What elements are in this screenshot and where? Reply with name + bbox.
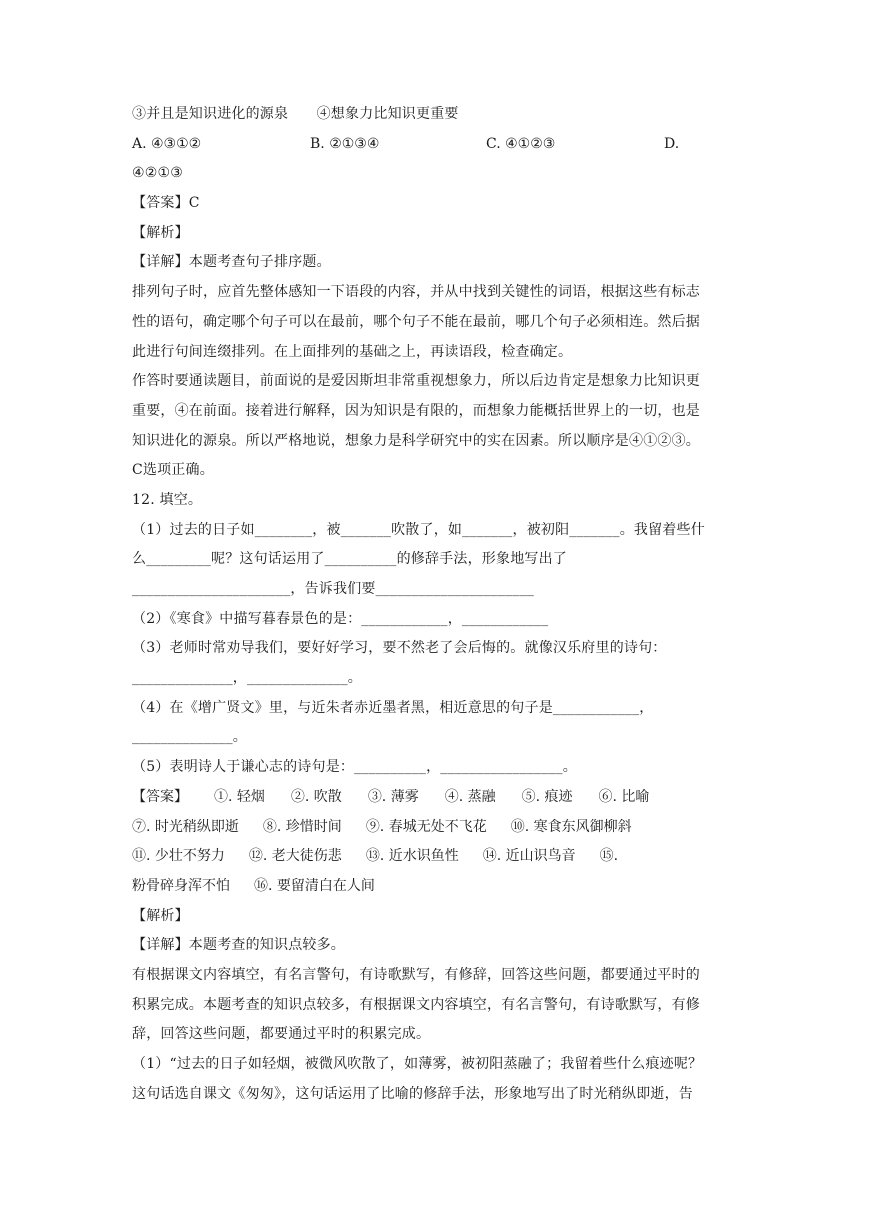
answer-row (132, 842, 742, 872)
answer-item: ⑧. 珍惜时间 (262, 818, 342, 835)
answer-label: 【答案】 (132, 788, 188, 805)
answer-item: ⑩. 寒食东风御柳斜 (510, 818, 632, 835)
answer-item: ②. 吹散 (290, 788, 342, 805)
choice-d-value: ④②①③ (132, 165, 184, 182)
detail-line: 重要，④在前面。接着进行解释，因为知识是有限的，而想象力能概括世界上的一切，也是 (132, 402, 700, 419)
answer-item: ⑨. 春城无处不飞花 (365, 818, 487, 835)
answer-item: 粉骨碎身浑不怕 (132, 877, 230, 894)
q12-answers (132, 783, 742, 902)
detail-line: 这句话选自课文《匆匆》，这句话运用了比喻的修辞手法，形象地写出了时光稍纵即逝，告 (132, 1085, 693, 1102)
q12-questions (132, 516, 742, 783)
answer-item: ⑤. 痕迹 (521, 788, 573, 805)
question-line: ______________。 (132, 729, 247, 746)
detail-line: 有根据课文内容填空，有名言警句，有诗歌默写，有修辞，回答这些问题，都要通过平时的 (132, 966, 700, 983)
question-line: 么_________呢？这句话运用了__________的修辞手法，形象地写出了 (132, 551, 567, 568)
choice-d: D. (664, 135, 680, 152)
answer-item: ⑫. 老大徒伤悲 (248, 848, 342, 865)
detail-line: 排列句子时，应首先整体感知一下语段的内容，并从中找到关键性的词语，根据这些有标志 (132, 284, 700, 301)
answer-item: ⑥. 比喻 (598, 788, 650, 805)
answer-row (132, 872, 742, 902)
choice-a: A. ④③①② (132, 135, 202, 152)
detail-line: 辞，回答这些问题，都要通过平时的积累完成。 (132, 1026, 431, 1043)
answer-item: ⑬. 近水识鱼性 (365, 848, 459, 865)
answer-item: ④. 蒸融 (444, 788, 496, 805)
question-line: （3）老师时常劝导我们，要好好学习，要不然老了会后悔的。就像汉乐府里的诗句： (132, 640, 667, 657)
q11-choices (132, 130, 742, 160)
detail-line: C选项正确。 (132, 462, 214, 479)
answer-item: ⑦. 时光稍纵即逝 (132, 818, 239, 835)
detail-line: 作答时要通读题目，前面说的是爱因斯坦非常重视想象力，所以后边肯定是想象力比知识更 (132, 373, 700, 390)
answer-item: ⑭. 近山识鸟音 (482, 848, 576, 865)
q11-analysis-label: 【解析】 (132, 224, 189, 241)
answer-item: ③. 薄雾 (367, 788, 419, 805)
answer-row (132, 783, 742, 813)
question-line: （2）《寒食》中描写暮春景色的是：____________，____________ (132, 610, 549, 627)
question-line: （1）过去的日子如________，被_______吹散了，如_______，被初阳_______。我留着些什 (132, 521, 705, 538)
q12-title: 12. 填空。 (132, 491, 203, 508)
detail-line: 此进行句间连缀排列。在上面排列的基础之上，再读语段，检查确定。 (132, 343, 573, 360)
question-line: （5）表明诗人于谦心志的诗句是：__________，_________________。 (132, 759, 577, 776)
answer-item: ⑮. (599, 848, 619, 865)
detail-line: 知识进化的源泉。所以严格地说，想象力是科学研究中的实在因素。所以顺序是④①②③。 (132, 432, 700, 449)
document-page (132, 100, 742, 1109)
detail-line: 性的语句，确定哪个句子可以在最前，哪个句子不能在最前，哪几个句子必须相连。然后据 (132, 313, 700, 330)
detail-line: （1）“过去的日子如轻烟，被微风吹散了，如薄雾，被初阳蒸融了；我留着些什么痕迹呢？ (132, 1056, 703, 1072)
question-line: （4）在《增广贤文》里，与近朱者赤近墨者黑，相近意思的句子是____________， (132, 699, 654, 716)
answer-row (132, 813, 742, 843)
answer-item: ⑪. 少壮不努力 (132, 848, 225, 865)
q11-detail (132, 248, 742, 486)
q11-answer: 【答案】C (132, 195, 200, 212)
q12-analysis-label: 【解析】 (132, 907, 189, 924)
answer-item: ①. 轻烟 (214, 788, 265, 805)
question-line: ______________，______________。 (132, 670, 362, 687)
choice-c: C. ④①②③ (486, 135, 556, 152)
detail-line: 【详解】本题考查的知识点较多。 (132, 937, 345, 954)
question-line: ______________________，告诉我们要______________________ (132, 581, 534, 597)
detail-line: 积累完成。本题考查的知识点较多，有根据课文内容填空，有名言警句，有诗歌默写，有修 (132, 996, 700, 1013)
detail-line: 【详解】本题考查句子排序题。 (132, 254, 331, 271)
q11-option-line: ③并且是知识进化的源泉 ④想象力比知识更重要 (132, 106, 459, 122)
choice-b: B. ②①③④ (310, 135, 380, 152)
q12-detail (132, 931, 742, 1109)
answer-item: ⑯. 要留清白在人间 (254, 877, 375, 894)
